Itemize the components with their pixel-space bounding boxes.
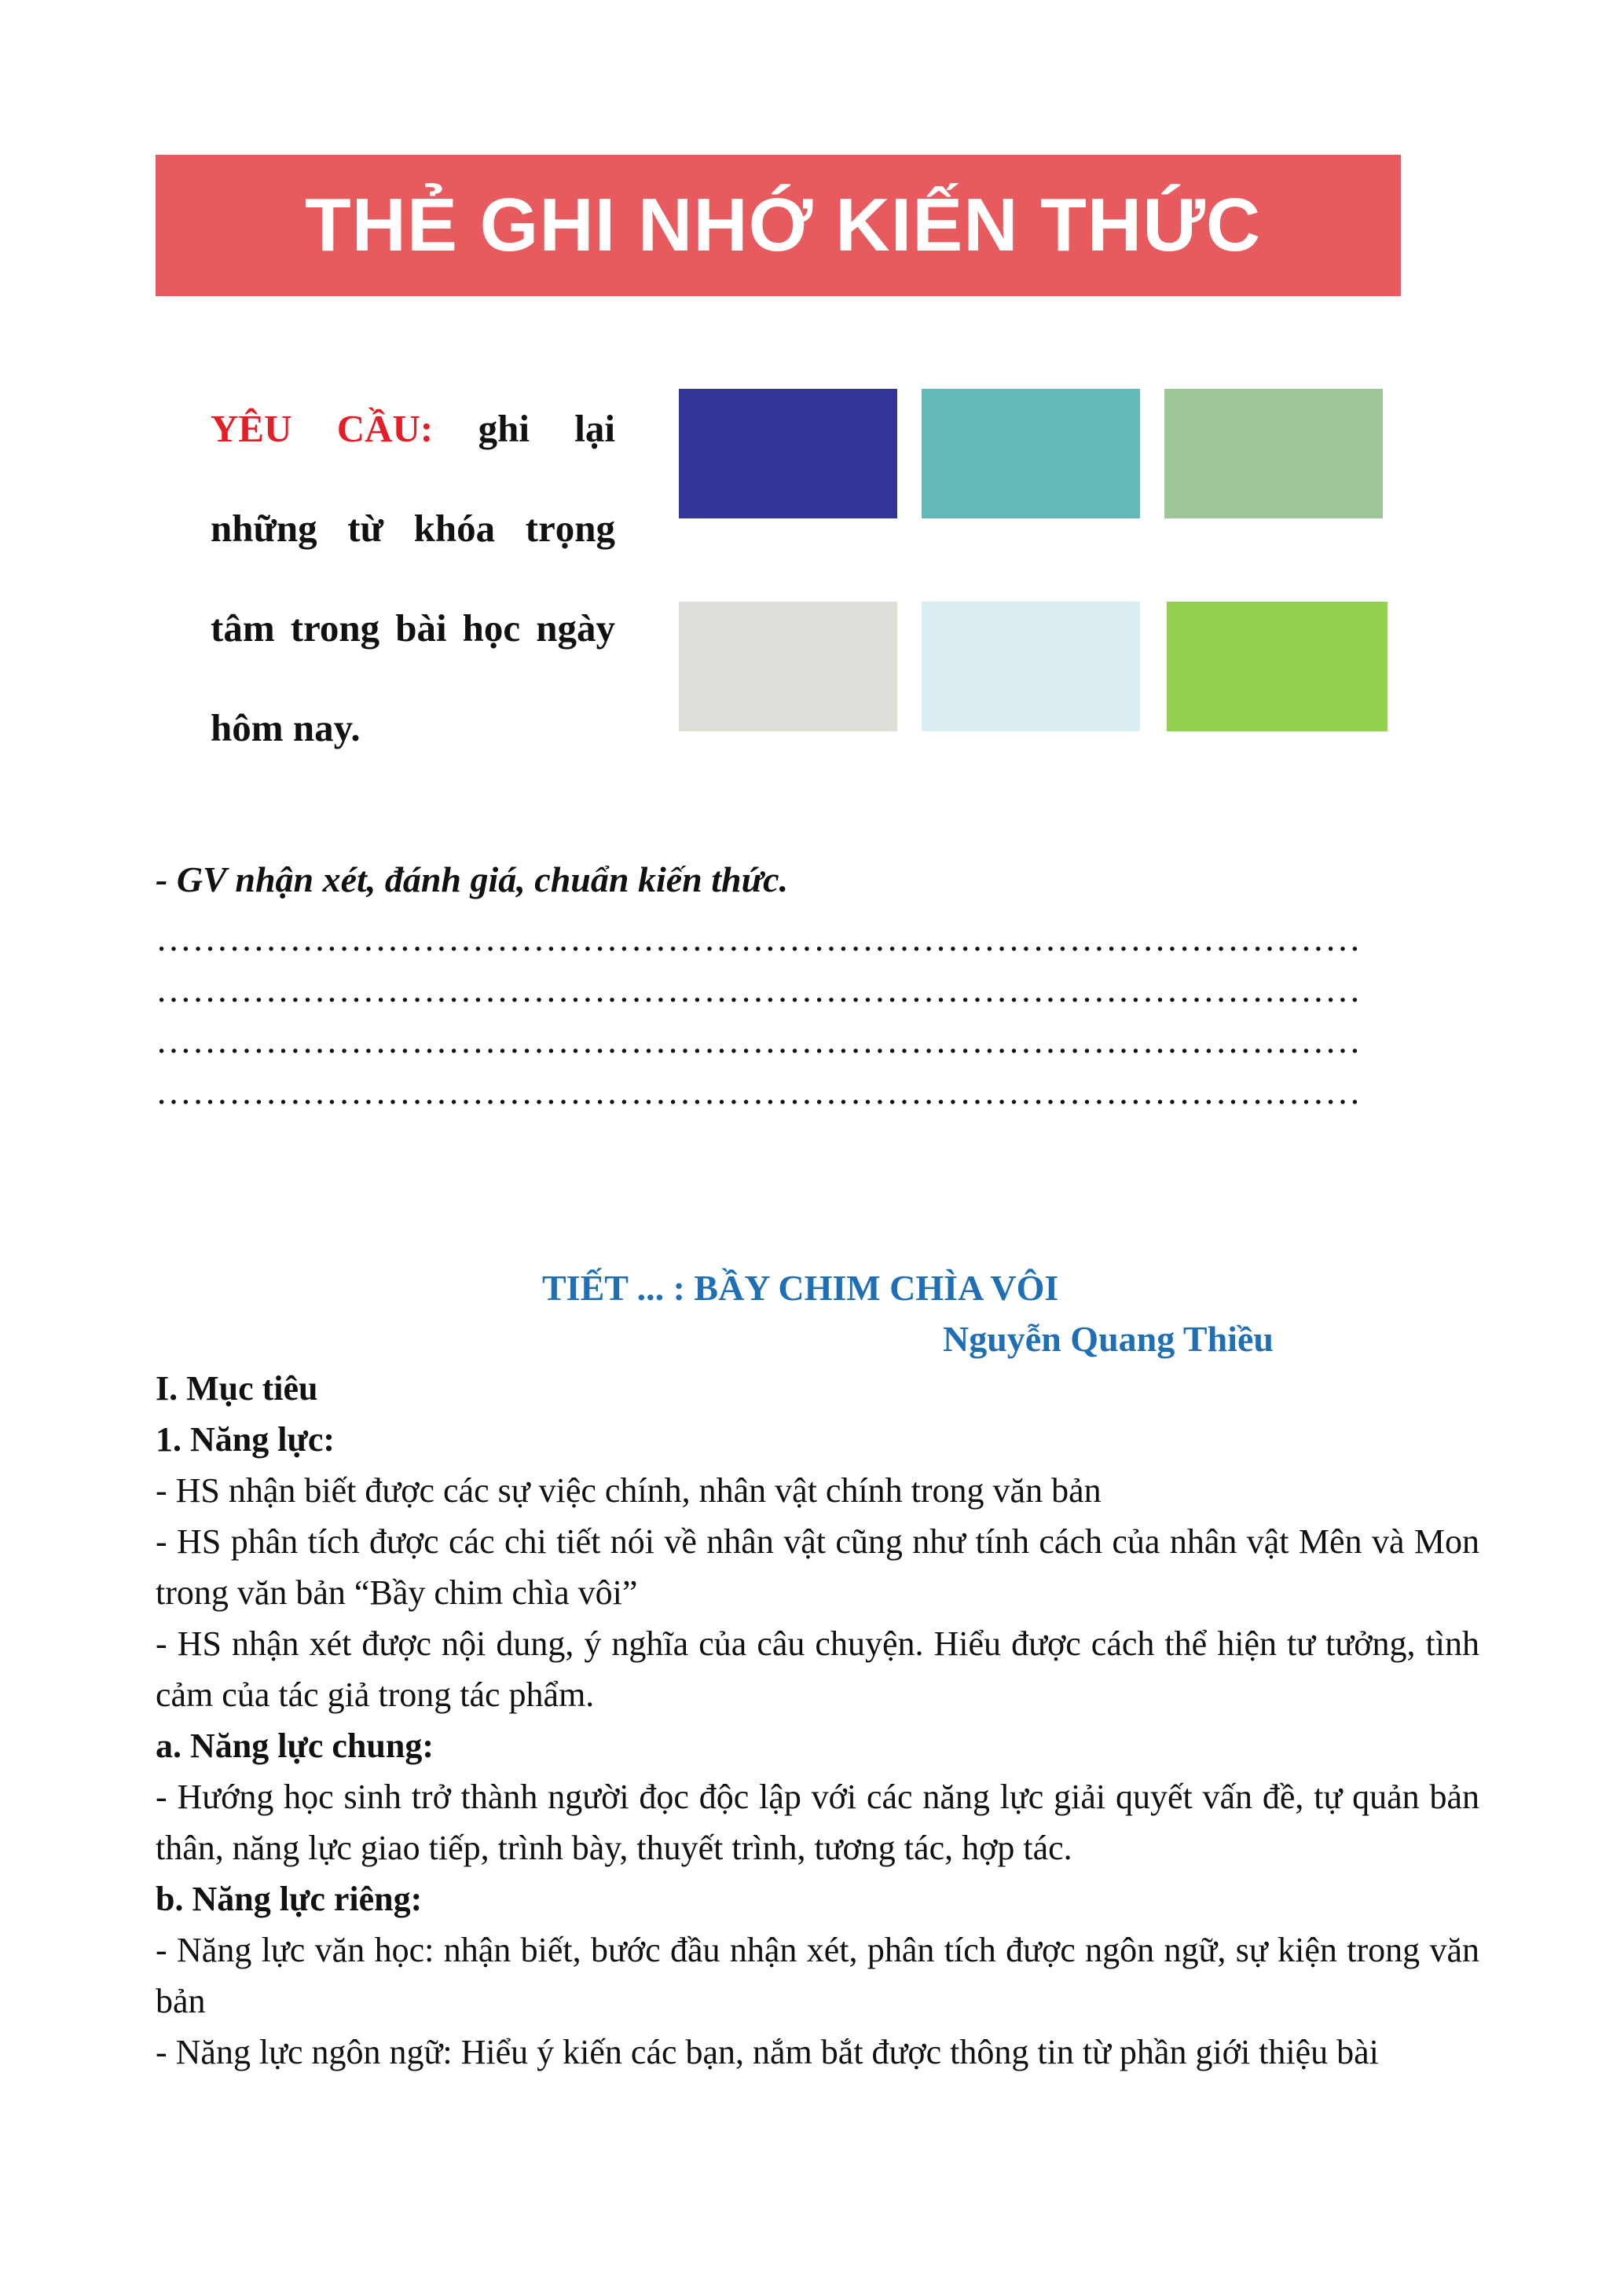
paragraph: - HS nhận xét được nội dung, ý nghĩa của câu chuyện. Hiểu được cách thể hiện tư tưởng, tình cảm của tác giả trong tác phẩm. bbox=[156, 1624, 1479, 1714]
paragraph: - Năng lực văn học: nhận biết, bước đầu nhận xét, phân tích được ngôn ngữ, sự kiện trong văn bản bbox=[156, 1931, 1479, 2020]
teacher-note: - GV nhận xét, đánh giá, chuẩn kiến thức. bbox=[156, 859, 789, 899]
subsection-heading: b. Năng lực riêng: bbox=[156, 1880, 423, 1918]
dotted-line-1: ……………………………………………………………………………………… bbox=[156, 918, 1362, 958]
color-card-5 bbox=[922, 602, 1140, 731]
requirement-label: YÊU CẦU: bbox=[211, 407, 434, 450]
subsection-heading: a. Năng lực chung: bbox=[156, 1727, 434, 1765]
lesson-author: Nguyễn Quang Thiều bbox=[943, 1319, 1274, 1359]
flashcard-banner: THẺ GHI NHỚ KIẾN THỨC bbox=[156, 155, 1401, 296]
dotted-line-2: ……………………………………………………………………………………… bbox=[156, 969, 1362, 1009]
paragraph: - Hướng học sinh trở thành người đọc độc lập với các năng lực giải quyết vấn đề, tự quản bản thân, năng lực giao tiếp, trình bày, thuyết trình, tương tác, hợp tác. bbox=[156, 1778, 1479, 1867]
requirement-text bbox=[211, 379, 615, 778]
lesson-title: TIẾT ... : BẦY CHIM CHÌA VÔI bbox=[542, 1268, 1059, 1308]
paragraph: - Năng lực ngôn ngữ: Hiểu ý kiến các bạn, nắm bắt được thông tin từ phần giới thiệu bài bbox=[156, 2033, 1379, 2071]
color-card-6 bbox=[1167, 602, 1388, 731]
section-heading: I. Mục tiêu bbox=[156, 1369, 318, 1408]
color-card-4 bbox=[679, 602, 897, 731]
dotted-line-3: ……………………………………………………………………………………… bbox=[156, 1020, 1362, 1060]
paragraph: - HS phân tích được các chi tiết nói về nhân vật cũng như tính cách của nhân vật Mên và Mon trong văn bản “Bầy chim chìa vôi” bbox=[156, 1522, 1479, 1612]
color-card-2 bbox=[922, 389, 1140, 518]
paragraph: - HS nhận biết được các sự việc chính, nhân vật chính trong văn bản bbox=[156, 1471, 1102, 1510]
color-card-3 bbox=[1164, 389, 1383, 518]
requirement-body: ghi lại những từ khóa trọng tâm trong bài học ngày hôm nay. bbox=[211, 407, 616, 749]
lesson-objectives bbox=[156, 1363, 1479, 2078]
subsection-heading: 1. Năng lực: bbox=[156, 1420, 335, 1459]
color-card-1 bbox=[679, 389, 897, 518]
dotted-line-4: ……………………………………………………………………………………… bbox=[156, 1071, 1362, 1111]
